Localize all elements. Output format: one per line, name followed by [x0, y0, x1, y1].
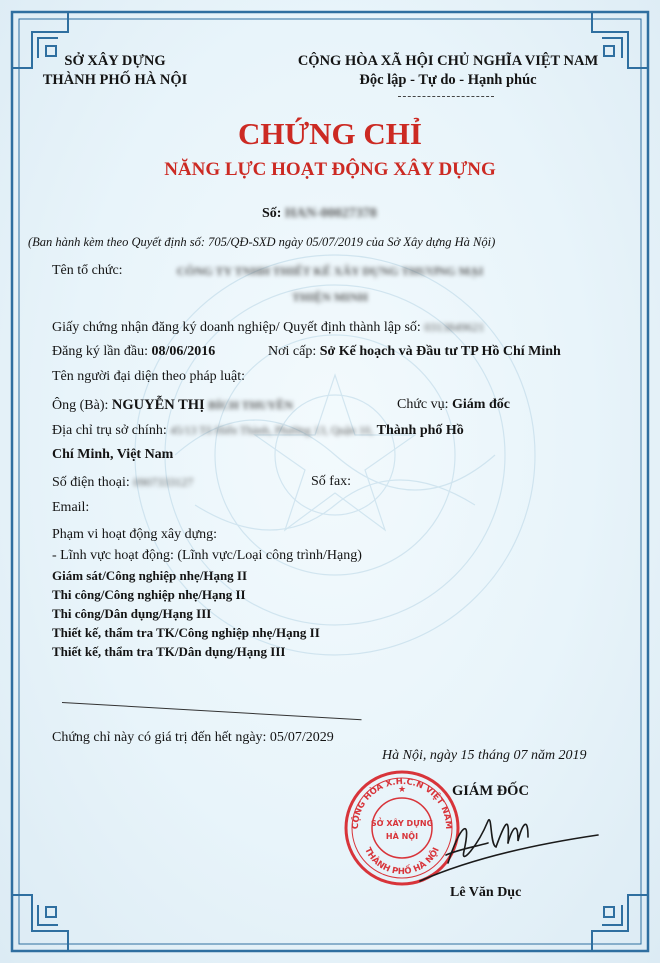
field-label: - Lĩnh vực hoạt động: (Lĩnh vực/Loại công trình/Hạng): [52, 548, 362, 563]
registration-row: [52, 318, 484, 337]
issuing-agency: SỞ XÂY DỰNG: [64, 53, 166, 69]
address-label: Địa chỉ trụ sở chính:: [52, 423, 167, 438]
seal-bottom-text: THÀNH PHỐ HÀ NỘI: [362, 846, 442, 878]
validity-text: Chứng chỉ này có giá trị đến hết ngày: 05/07/2029: [52, 730, 334, 745]
address-city-line2: Chí Minh, Việt Nam: [52, 447, 174, 462]
seal-inner-line2: HÀ NỘI: [385, 832, 419, 841]
position-row: [397, 396, 510, 414]
organization-name-line2: THIỆN MINH: [292, 290, 368, 304]
national-motto: Độc lập - Tự do - Hạnh phúc: [359, 72, 537, 88]
address-row: [52, 422, 464, 440]
first-registration-label: Đăng ký lần đầu:: [52, 344, 149, 359]
issuer-row: [268, 343, 561, 361]
organization-label: Tên tổ chức:: [52, 263, 123, 278]
scope-item: Thiết kế, thẩm tra TK/Công nghiệp nhẹ/Hạng II: [52, 625, 320, 640]
handwritten-signature: [397, 784, 600, 895]
certificate-subtitle: NĂNG LỰC HOẠT ĐỘNG XÂY DỰNG: [164, 159, 496, 180]
certificate-number: [262, 205, 377, 223]
motto-underline: [398, 96, 494, 97]
address-hidden: 45/13 Tô Hiến Thành, Phường 13, Quận 10,: [170, 425, 374, 437]
registration-label: Giấy chứng nhận đăng ký doanh nghiệp/ Quyết định thành lập số:: [52, 320, 421, 335]
issuer-label: Nơi cấp:: [268, 344, 317, 359]
svg-text:★: ★: [397, 784, 407, 794]
representative-name-hidden: BÍCH THUYỀN: [208, 398, 293, 412]
first-registration-row: [52, 343, 215, 361]
scope-item: Thi công/Công nghiệp nhẹ/Hạng II: [52, 587, 246, 602]
email-label: Email:: [52, 500, 90, 515]
address-city-line1: Thành phố Hồ: [376, 423, 464, 438]
position-label: Chức vụ:: [397, 397, 449, 412]
representative-label: Tên người đại diện theo pháp luật:: [52, 369, 246, 384]
place-date: Hà Nội, ngày 15 tháng 07 năm 2019: [382, 748, 587, 763]
registration-number: 0313849621: [424, 320, 485, 334]
scope-item: Thiết kế, thẩm tra TK/Dân dụng/Hạng III: [52, 644, 286, 659]
seal-outer-text: CỘNG HÒA X.H.C.N VIỆT NAM: [350, 776, 454, 830]
issuer-value: Sở Kế hoạch và Đầu tư TP Hồ Chí Minh: [319, 344, 561, 359]
phone-label: Số điện thoại:: [52, 475, 130, 490]
number-value: HAN-00027378: [284, 206, 377, 221]
scope-item: Giám sát/Công nghiệp nhẹ/Hạng II: [52, 568, 248, 583]
signer-title: GIÁM ĐỐC: [452, 783, 529, 799]
first-registration-date: 08/06/2016: [151, 344, 216, 359]
seal-inner-line1: SỞ XÂY DỰNG: [370, 819, 434, 828]
scope-label: Phạm vi hoạt động xây dựng:: [52, 527, 218, 542]
decision-note: (Ban hành kèm theo Quyết định số: 705/QĐ-SXD ngày 05/07/2019 của Sở Xây dựng Hà Nội): [28, 235, 496, 249]
phone-value: 0907333127: [133, 475, 194, 489]
position-value: Giám đốc: [452, 397, 510, 412]
certificate-title: CHỨNG CHỈ: [238, 116, 422, 151]
fax-label: Số fax:: [311, 474, 352, 489]
national-title: CỘNG HÒA XÃ HỘI CHỦ NGHĨA VIỆT NAM: [297, 53, 599, 69]
representative-prefix: Ông (Bà):: [52, 398, 109, 413]
representative-name: NGUYỄN THỊ: [111, 397, 205, 413]
signer-name: Lê Văn Dục: [450, 885, 522, 900]
issuing-city: THÀNH PHỐ HÀ NỘI: [42, 72, 188, 88]
scope-item: Thi công/Dân dụng/Hạng III: [52, 606, 212, 621]
number-label: Số:: [262, 206, 282, 221]
phone-row: [52, 473, 193, 492]
organization-name-line1: CÔNG TY TNHH THIẾT KẾ XÂY DỰNG THƯƠNG MẠI: [176, 264, 484, 278]
representative-row: [52, 396, 293, 415]
